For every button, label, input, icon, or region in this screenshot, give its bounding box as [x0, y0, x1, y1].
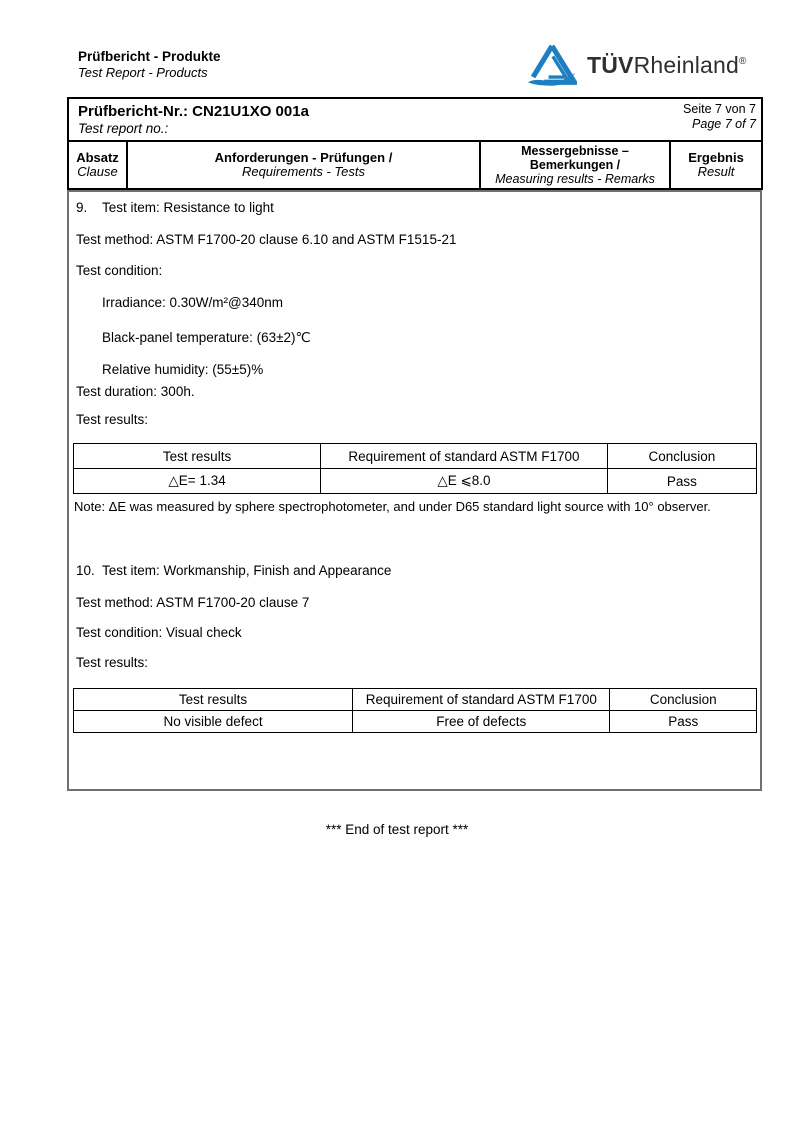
- cell-test-result: △E= 1.34: [74, 469, 321, 494]
- section10-test-method: Test method: ASTM F1700-20 clause 7: [76, 595, 310, 610]
- tuv-triangle-icon: [527, 42, 577, 88]
- table-header-row: [74, 689, 757, 711]
- section9-condition-humidity: Relative humidity: (55±5)%: [102, 362, 264, 377]
- results-label-de2: Bemerkungen /: [529, 158, 621, 172]
- column-header-requirements: [126, 142, 479, 188]
- section9-test-method: Test method: ASTM F1700-20 clause 6.10 and ASTM F1515-21: [76, 232, 457, 247]
- requirements-label-en: Requirements - Tests: [241, 164, 366, 179]
- doc-label-german: Prüfbericht - Produkte: [78, 49, 221, 64]
- table-header-test-results: Test results: [74, 444, 321, 469]
- report-number-row: [69, 99, 761, 142]
- tuv-rheinland-logo: [527, 41, 767, 89]
- requirements-label-de: Anforderungen - Prüfungen /: [214, 149, 393, 165]
- report-number-title: Prüfbericht-Nr.: CN21U1XO 001a: [78, 103, 309, 120]
- cell-requirement: Free of defects: [353, 711, 610, 733]
- section9-note: Note: ΔE was measured by sphere spectrophotometer, and under D65 standard light source with 10° observer.: [74, 499, 711, 514]
- report-header-box: [67, 97, 763, 190]
- section9-condition-label: Test condition:: [76, 263, 163, 278]
- table-header-row: [74, 444, 757, 469]
- cell-conclusion: Pass: [607, 469, 756, 494]
- section9-results-table: [73, 443, 757, 494]
- logo-rheinland-text: Rheinland: [633, 51, 739, 78]
- clause-label-de: Absatz: [76, 149, 119, 165]
- clause-label-en: Clause: [77, 164, 118, 179]
- section9-condition-irradiance: Irradiance: 0.30W/m²@340nm: [102, 295, 284, 310]
- table-header-requirement: Requirement of standard ASTM F1700: [353, 689, 610, 711]
- result-label-de: Ergebnis: [688, 149, 744, 165]
- section9-condition-black-panel: Black-panel temperature: (63±2)℃: [102, 330, 311, 345]
- table-header-conclusion: Conclusion: [607, 444, 756, 469]
- page-indicator-german: Seite 7 von 7: [683, 102, 756, 116]
- results-label-en: Measuring results - Remarks: [495, 172, 655, 186]
- document-type-label: [78, 49, 221, 81]
- result-label-en: Result: [697, 164, 735, 179]
- results-label-de1: Messergebnisse –: [521, 144, 629, 158]
- table-row: [74, 711, 757, 733]
- cell-conclusion: Pass: [610, 711, 757, 733]
- cell-requirement: △E ⩽8.0: [321, 469, 608, 494]
- report-number-subtitle: Test report no.:: [78, 121, 169, 136]
- table-header-conclusion: Conclusion: [610, 689, 757, 711]
- page-indicator: [683, 102, 756, 132]
- section10-results-label: Test results:: [76, 655, 149, 670]
- section9-test-item: 9. Test item: Resistance to light: [76, 200, 274, 215]
- doc-label-english: Test Report - Products: [78, 65, 208, 80]
- cell-test-result: No visible defect: [74, 711, 353, 733]
- column-header-result: [669, 142, 761, 188]
- column-header-clause: [69, 142, 126, 188]
- end-of-report-text: *** End of test report ***: [325, 822, 469, 837]
- section10-test-item: 10. Test item: Workmanship, Finish and Appearance: [76, 563, 392, 578]
- section10-test-condition: Test condition: Visual check: [76, 625, 242, 640]
- section10-results-table: [73, 688, 757, 733]
- column-header-row: [69, 142, 761, 188]
- report-content-box: [67, 190, 762, 791]
- section9-results-label: Test results:: [76, 412, 149, 427]
- column-header-results: [479, 142, 669, 188]
- registered-trademark-symbol: ®: [739, 55, 747, 67]
- logo-wordmark: [587, 52, 747, 79]
- table-row: [74, 469, 757, 494]
- table-header-test-results: Test results: [74, 689, 353, 711]
- logo-tuv-text: TÜV: [587, 51, 634, 78]
- table-header-requirement: Requirement of standard ASTM F1700: [321, 444, 608, 469]
- section9-test-duration: Test duration: 300h.: [76, 384, 195, 399]
- page-indicator-english: Page 7 of 7: [692, 117, 756, 131]
